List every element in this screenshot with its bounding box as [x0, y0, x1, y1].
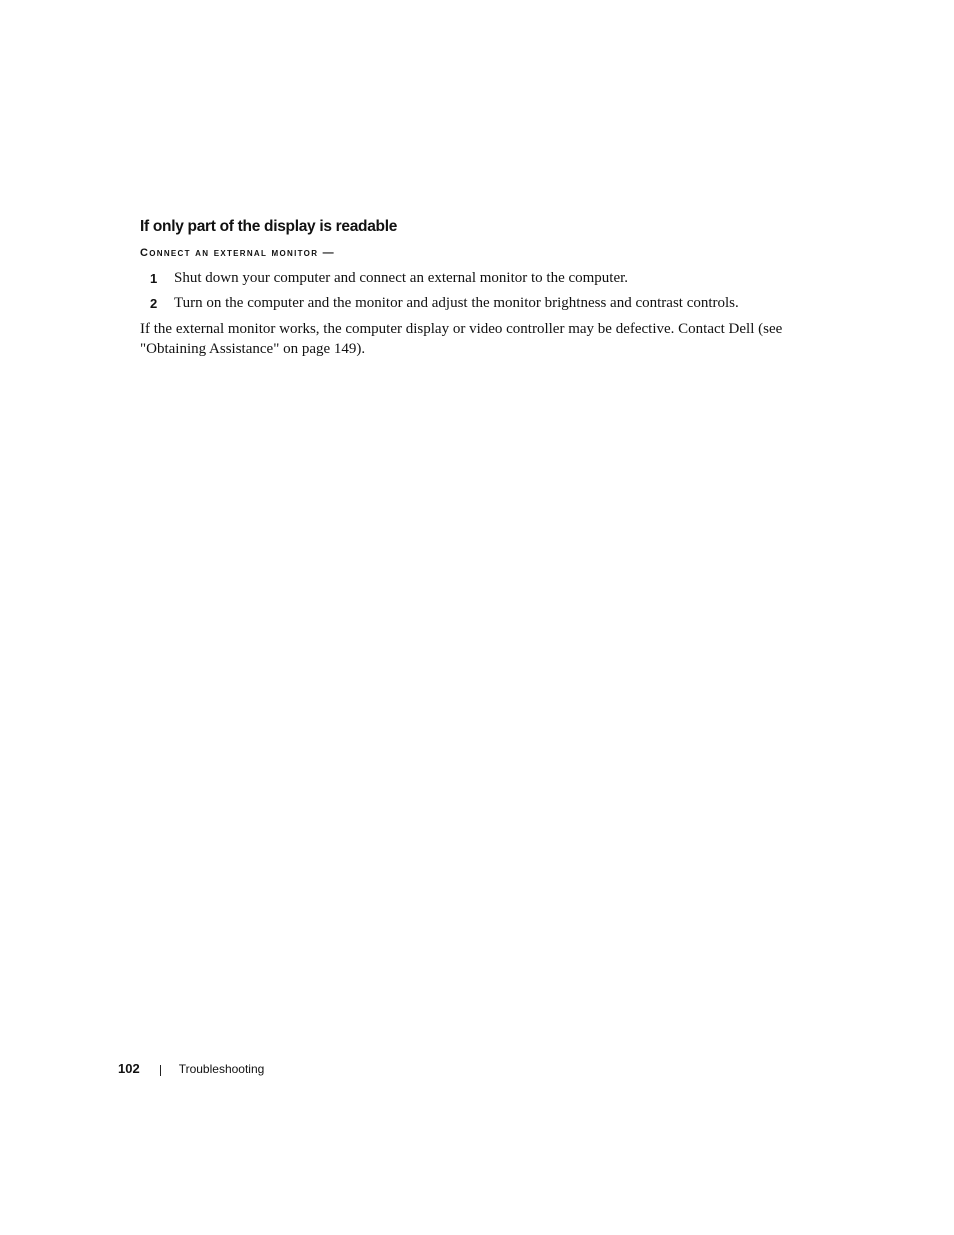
page-number: 102 — [118, 1061, 140, 1076]
section-heading: If only part of the display is readable — [140, 218, 398, 235]
footer-divider — [160, 1065, 161, 1076]
procedure-subheading: Connect an external monitor — — [140, 247, 335, 259]
list-item — [150, 295, 820, 312]
step-number: 1 — [150, 271, 158, 286]
step-number: 2 — [150, 296, 158, 311]
list-item — [150, 270, 820, 287]
chapter-title: Troubleshooting — [178, 1061, 265, 1076]
step-text: Shut down your computer and connect an external monitor to the computer. — [174, 270, 629, 286]
body-paragraph: If the external monitor works, the computer display or video controller may be defective. Contact Dell (see "Obtaining Assistance" on page 149). — [140, 321, 783, 357]
step-text: Turn on the computer and the monitor and adjust the monitor brightness and contrast controls. — [174, 295, 739, 311]
page-footer — [118, 1061, 264, 1076]
